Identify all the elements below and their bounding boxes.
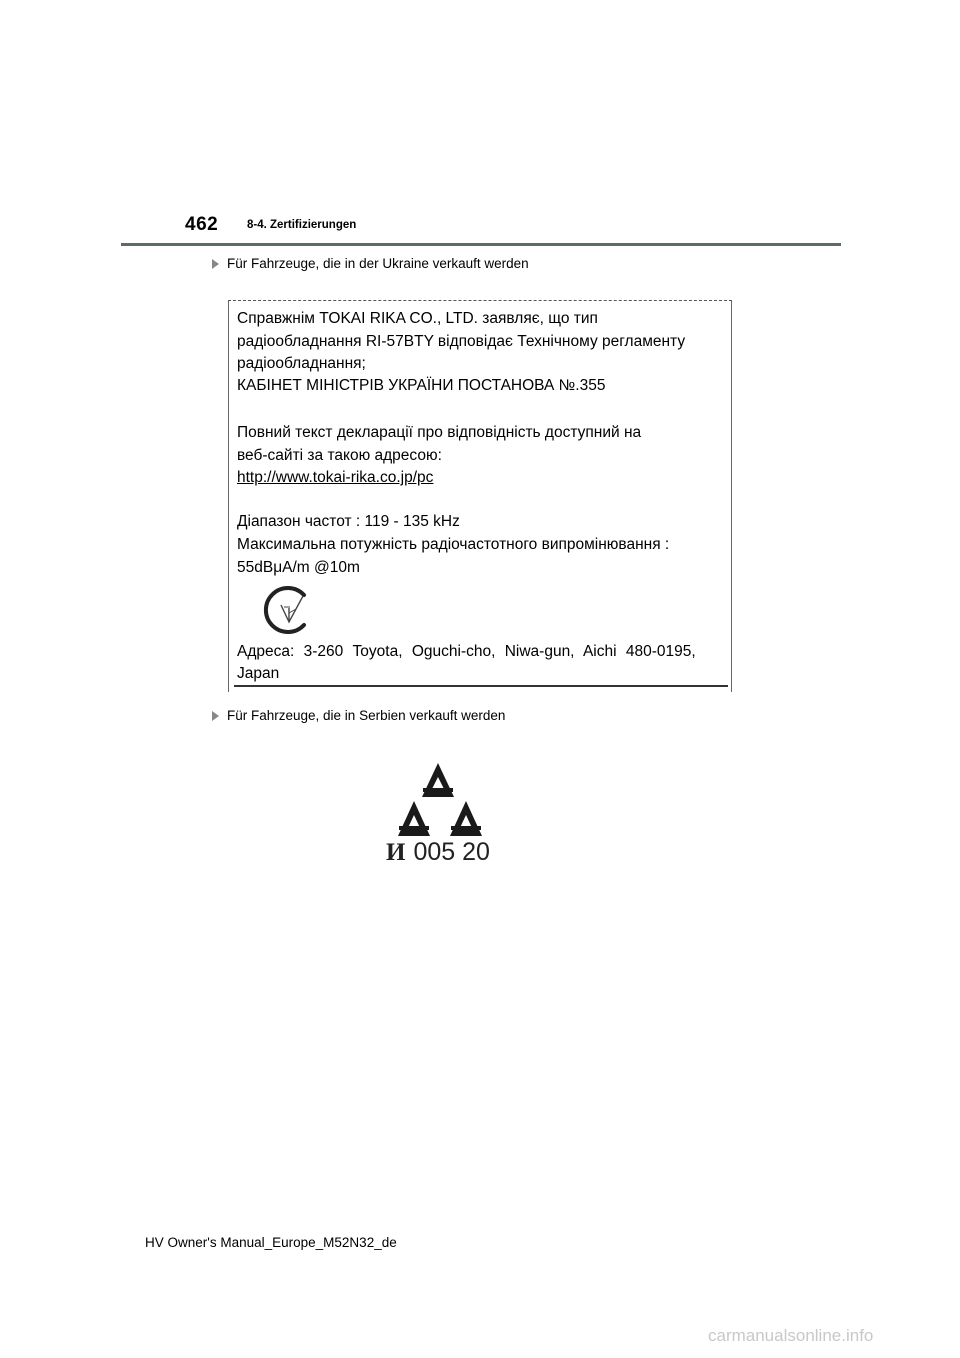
box-border-left [228, 300, 229, 692]
serbia-mark-code [386, 838, 490, 867]
declaration-line-6: веб-сайті за такою адресою: [237, 447, 442, 464]
ukraine-declaration-box [228, 300, 732, 690]
header-divider [121, 243, 841, 246]
bullet-serbia [212, 708, 505, 723]
declaration-url-link[interactable]: http://www.tokai-rika.co.jp/pc [237, 469, 434, 486]
page-number: 462 [185, 214, 219, 235]
serbia-mark-prefix: И [386, 839, 406, 866]
max-power-value: 55dBμA/m @10m [237, 559, 360, 576]
serbia-mark-number: 005 20 [413, 838, 490, 866]
declaration-line-3: радіообладнання; [237, 355, 366, 372]
address-line-1: Адреса: 3-260 Toyota, Oguchi-cho, Niwa-gun, Aichi 480-0195, [237, 643, 696, 660]
box-border-right [731, 300, 732, 692]
declaration-line-5: Повний текст декларації про відповідність доступний на [237, 424, 642, 441]
bullet-ukraine-text: Für Fahrzeuge, die in der Ukraine verkauft werden [227, 256, 529, 271]
bullet-ukraine [212, 256, 529, 271]
frequency-range: Діапазон частот : 119 - 135 kHz [237, 513, 460, 530]
declaration-line-1: Справжнім TOKAI RIKA CO., LTD. заявляє, що тип [237, 310, 598, 327]
manual-footer: HV Owner's Manual_Europe_M52N32_de [145, 1235, 397, 1250]
triangle-bullet-icon [212, 711, 219, 721]
box-border-top [228, 300, 732, 301]
declaration-line-4: КАБІНЕТ МІНІСТРІВ УКРАЇНИ ПОСТАНОВА №.355 [237, 377, 606, 394]
declaration-line-2: радіообладнання RI-57BTY відповідає Технічному регламенту [237, 333, 686, 350]
ukrsepro-conformity-mark-icon [260, 583, 314, 637]
section-title: 8-4. Zertifizierungen [247, 219, 357, 231]
max-power-label: Максимальна потужність радіочастотного випромінювання : [237, 536, 670, 553]
address-line-2: Japan [237, 665, 280, 682]
box-border-bottom [234, 685, 728, 687]
triangle-bullet-icon [212, 259, 219, 269]
site-watermark[interactable]: carmanualsonline.info [708, 1326, 874, 1345]
bullet-serbia-text: Für Fahrzeuge, die in Serbien verkauft werden [227, 708, 506, 723]
